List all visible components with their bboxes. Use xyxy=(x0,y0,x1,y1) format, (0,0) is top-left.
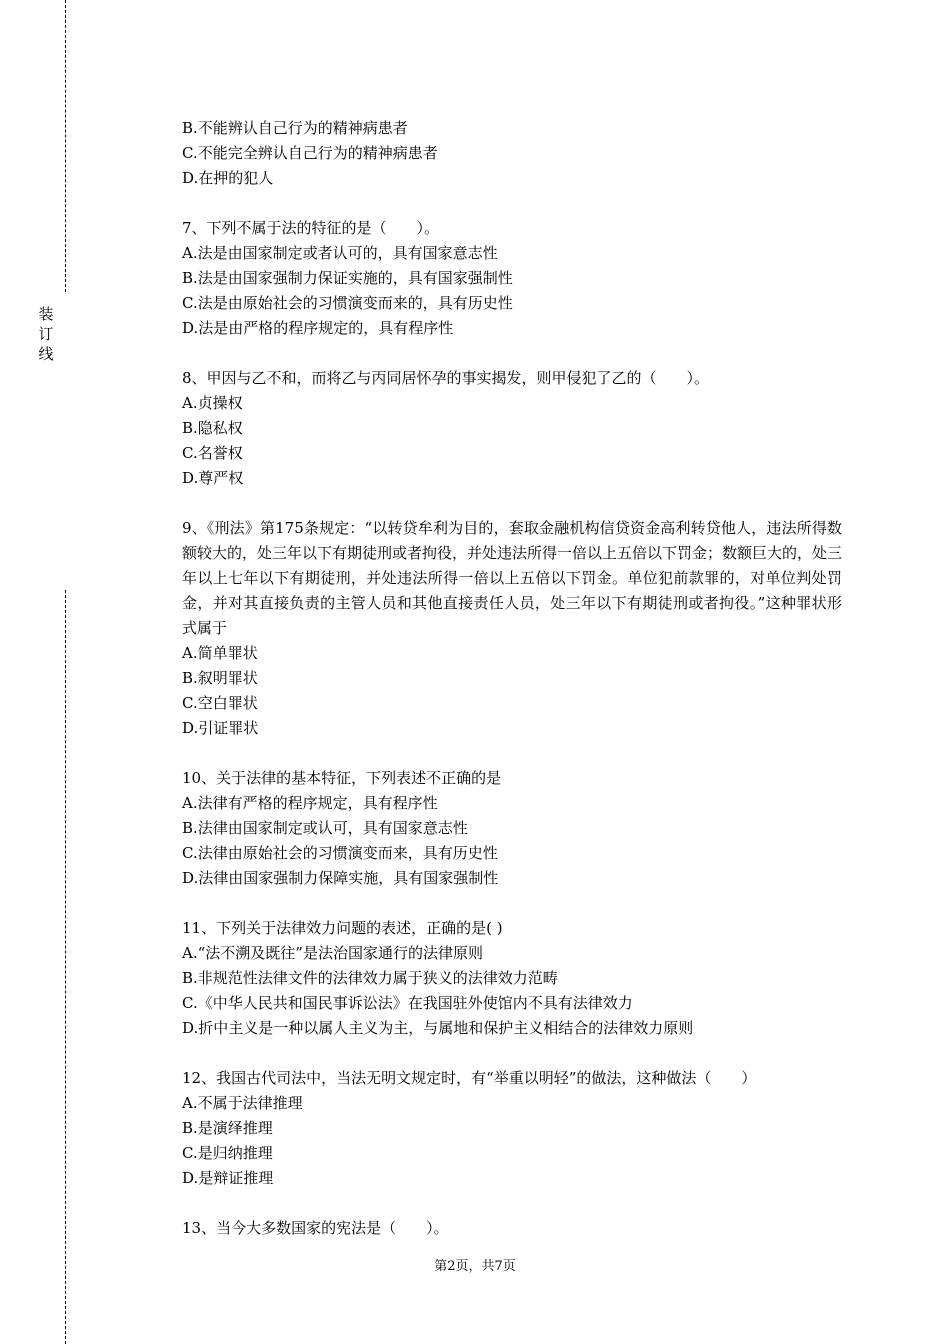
option-c: C.空白罪状 xyxy=(182,694,258,712)
option-c: C.不能完全辨认自己行为的精神病患者 xyxy=(182,144,438,162)
option-a: A.“法不溯及既往”是法治国家通行的法律原则 xyxy=(182,944,483,962)
question-stem: 10、关于法律的基本特征，下列表述不正确的是 xyxy=(182,769,502,787)
question-11 xyxy=(182,916,842,1041)
binding-line-top xyxy=(65,0,66,292)
question-stem: 7、下列不属于法的特征的是（ ）。 xyxy=(182,219,440,237)
option-d: D.法律由国家强制力保障实施，具有国家强制性 xyxy=(182,869,499,887)
option-a: A.简单罪状 xyxy=(182,644,258,662)
question-stem: 8、甲因与乙不和，而将乙与丙同居怀孕的事实揭发，则甲侵犯了乙的（ ）。 xyxy=(182,369,710,387)
continuation-options xyxy=(182,116,842,191)
question-12 xyxy=(182,1066,842,1191)
option-b: B.叙明罪状 xyxy=(182,669,258,687)
option-d: D.引证罪状 xyxy=(182,719,259,737)
question-content xyxy=(182,116,842,1241)
binding-label: 装 订 线 xyxy=(38,305,54,363)
option-c: C.是归纳推理 xyxy=(182,1144,273,1162)
option-c: C.名誉权 xyxy=(182,444,243,462)
option-a: A.法律有严格的程序规定，具有程序性 xyxy=(182,794,438,812)
option-d: D.在押的犯人 xyxy=(182,169,274,187)
question-8 xyxy=(182,366,842,491)
option-b: B.法律由国家制定或认可，具有国家意志性 xyxy=(182,819,468,837)
question-9 xyxy=(182,516,842,741)
question-stem: 9、《刑法》第175条规定：“以转贷牟利为目的，套取金融机构信贷资金高利转贷他人，违法所得数额较大的，处三年以下有期徒刑或者拘役，并处违法所得一倍以上五倍以下罚金；数额巨大的，处三年以上七年以下有期徒刑，并处违法所得一倍以上五倍以下罚金。单位犯前款罪的，对单位判处罚金，并对其直接负责的主管人员和其他直接责任人员，处三年以下有期徒刑或者拘役。”这种罪状形式属于 xyxy=(182,519,843,637)
option-c: C.《中华人民共和国民事诉讼法》在我国驻外使馆内不具有法律效力 xyxy=(182,994,633,1012)
option-d: D.法是由严格的程序规定的，具有程序性 xyxy=(182,319,454,337)
option-c: C.法律由原始社会的习惯演变而来，具有历史性 xyxy=(182,844,498,862)
option-a: A.不属于法律推理 xyxy=(182,1094,303,1112)
option-b: B.隐私权 xyxy=(182,419,243,437)
option-b: B.是演绎推理 xyxy=(182,1119,273,1137)
page-number: 第2页，共7页 xyxy=(434,1259,516,1274)
question-13 xyxy=(182,1216,842,1241)
question-7 xyxy=(182,216,842,341)
question-10 xyxy=(182,766,842,891)
option-d: D.折中主义是一种以属人主义为主，与属地和保护主义相结合的法律效力原则 xyxy=(182,1019,694,1037)
option-d: D.是辩证推理 xyxy=(182,1169,274,1187)
option-c: C.法是由原始社会的习惯演变而来的，具有历史性 xyxy=(182,294,513,312)
binding-line-bottom xyxy=(65,590,66,1344)
option-b: B.非规范性法律文件的法律效力属于狭义的法律效力范畴 xyxy=(182,969,558,987)
option-a: A.法是由国家制定或者认可的，具有国家意志性 xyxy=(182,244,498,262)
question-stem: 13、当今大多数国家的宪法是（ ）。 xyxy=(182,1219,449,1237)
question-stem: 11、下列关于法律效力问题的表述，正确的是( ) xyxy=(182,919,503,937)
question-stem: 12、我国古代司法中，当法无明文规定时，有“举重以明轻”的做法，这种做法（ ） xyxy=(182,1069,757,1087)
option-b: B.法是由国家强制力保证实施的，具有国家强制性 xyxy=(182,269,513,287)
option-b: B.不能辨认自己行为的精神病患者 xyxy=(182,119,408,137)
option-a: A.贞操权 xyxy=(182,394,243,412)
option-d: D.尊严权 xyxy=(182,469,244,487)
